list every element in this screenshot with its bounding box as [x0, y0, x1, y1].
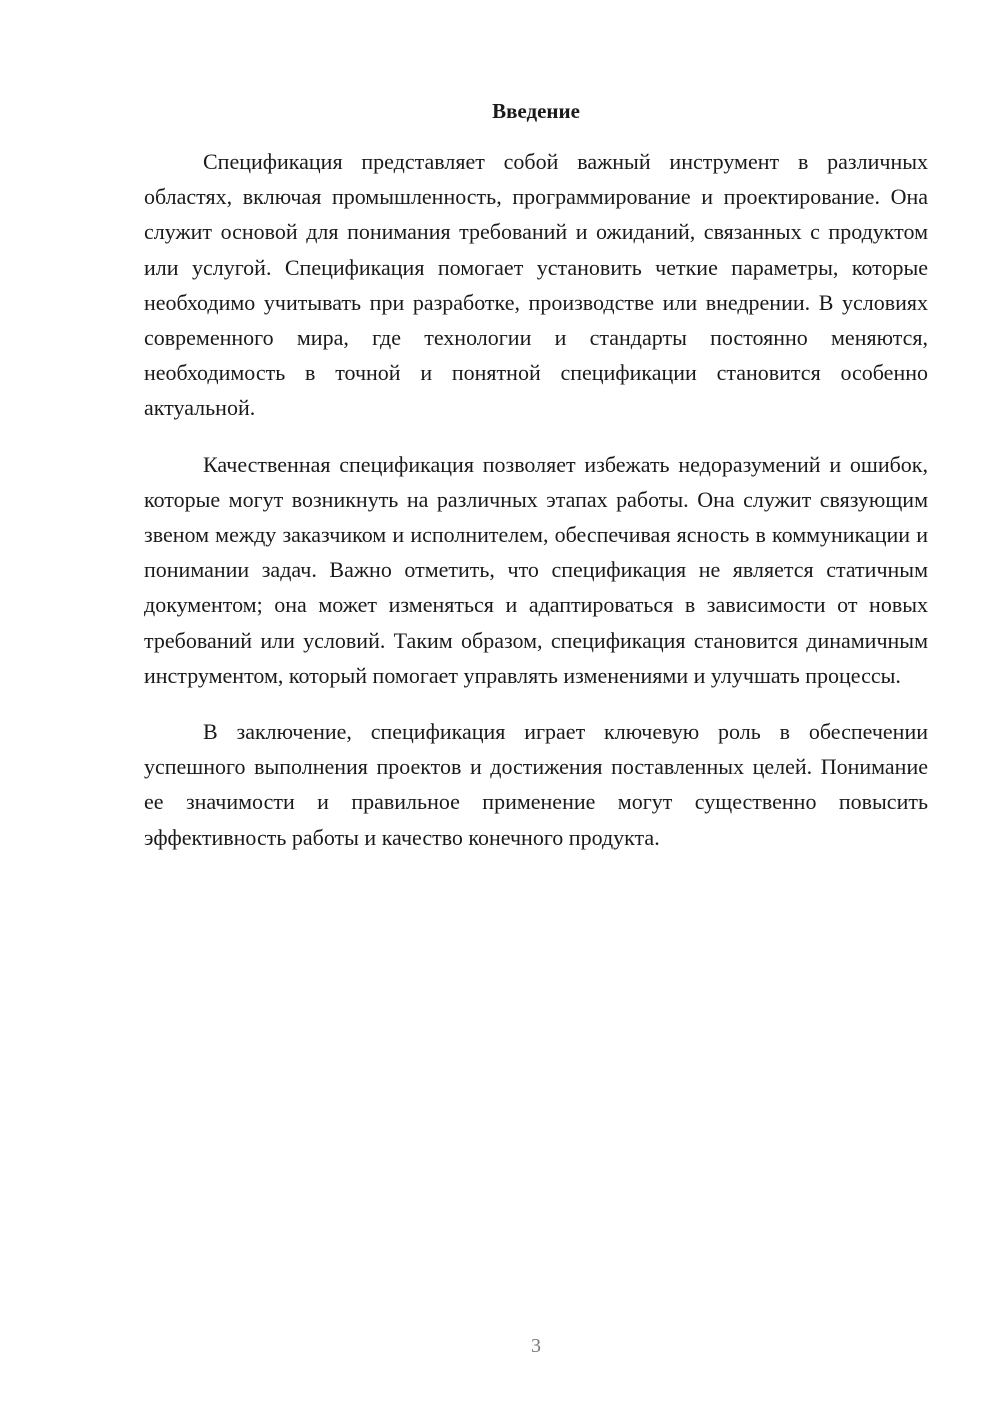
paragraph-3: В заключение, спецификация играет ключевую роль в обеспечении успешного выполнения проектов и достижения поставленных целей. Понимание ее значимости и правильное применение могут существенно повысить эффективность работы и качество конечного продукта.: [144, 719, 928, 850]
paragraph-1: Спецификация представляет собой важный инструмент в различных областях, включая промышленность, программирование и проектирование. Она служит основой для понимания требований и ожиданий, связанных с продуктом или услугой. Спецификация помогает установить четкие параметры, которые необходимо учитывать при разработке, производстве или внедрении. В условиях современного мира, где технологии и стандарты постоянно меняются, необходимость в точной и понятной спецификации становится особенно актуальной.: [144, 149, 928, 421]
paragraph-2: Качественная спецификация позволяет избежать недоразумений и ошибок, которые могут возникнуть на различных этапах работы. Она служит связующим звеном между заказчиком и исполнителем, обеспечивая ясность в коммуникации и понимании задач. Важно отметить, что спецификация не является статичным документом; она может изменяться и адаптироваться в зависимости от новых требований или условий. Таким образом, спецификация становится динамичным инструментом, который помогает управлять изменениями и улучшать процессы.: [144, 451, 928, 688]
page-number: 3: [531, 1335, 541, 1357]
page-title: Введение: [492, 99, 580, 123]
body-text: [144, 144, 928, 876]
